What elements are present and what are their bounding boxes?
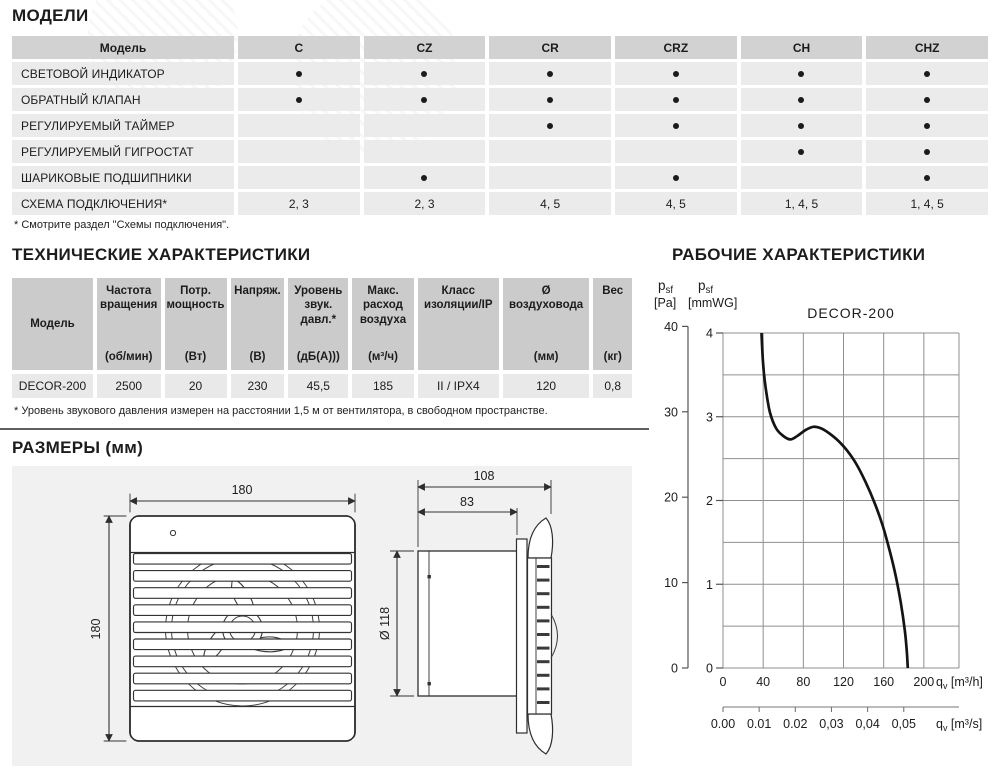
tech-header-cell: Макс. расход воздуха (м³/ч) <box>352 278 414 370</box>
feature-dot <box>296 97 302 103</box>
dimensions-drawing <box>12 466 632 766</box>
tech-header-cell: Класс изоляции/IP <box>418 278 499 370</box>
x-tick-label: 0 <box>719 675 727 689</box>
models-cell <box>489 140 611 163</box>
dimension-label-duct-diameter: Ø 118 <box>378 606 392 641</box>
feature-dot <box>924 149 930 155</box>
feature-dot <box>798 149 804 155</box>
feature-dot <box>673 123 679 129</box>
pa-tick-label: 20 <box>664 490 678 505</box>
pa-tick-label: 0 <box>671 661 678 676</box>
models-cell <box>238 114 360 137</box>
models-cell: 1, 4, 5 <box>866 192 988 215</box>
models-cell <box>489 88 611 111</box>
x2-tick-label: 0,05 <box>891 717 916 731</box>
front-height-dimension <box>104 516 126 741</box>
feature-dot <box>296 71 302 77</box>
pressure-pa-axis-unit: [Pa] <box>654 296 677 310</box>
models-row-label: РЕГУЛИРУЕМЫЙ ГИГРОСТАТ <box>12 140 234 163</box>
tech-value-cell: 230 <box>231 374 285 398</box>
models-cell <box>364 88 486 111</box>
models-cell <box>489 114 611 137</box>
feature-dot <box>421 175 427 181</box>
x-tick-label: 200 <box>913 675 935 689</box>
pressure-mmwg-axis-unit: [mmWG] <box>688 296 738 310</box>
feature-dot <box>798 71 804 77</box>
pressure-pa-axis-label: $p_{sf}$ <box>658 278 674 296</box>
feature-dot <box>547 71 553 77</box>
models-cell <box>238 166 360 189</box>
tech-header-cell: Напряж. (В) <box>231 278 285 370</box>
x2-tick-label: 0.02 <box>783 717 808 731</box>
models-cell <box>615 140 737 163</box>
models-header-CZ: CZ <box>364 36 486 59</box>
models-table <box>12 36 988 215</box>
models-cell: 2, 3 <box>364 192 486 215</box>
pressure-mmwg-axis-label: $p_{sf}$ <box>698 278 714 296</box>
pa-tick-label: 30 <box>664 405 678 420</box>
x2-tick-label: 0,03 <box>819 717 844 731</box>
models-cell <box>615 88 737 111</box>
feature-dot <box>924 123 930 129</box>
models-cell <box>741 166 863 189</box>
x2-axis-label: $q_v$ [m³/s] <box>936 717 983 733</box>
louver-slats <box>134 554 352 701</box>
models-cell <box>489 166 611 189</box>
performance-chart <box>642 270 1000 756</box>
chart-title: DECOR-200 <box>807 305 895 321</box>
feature-dot <box>798 97 804 103</box>
models-footnote: * Смотрите раздел "Схемы подключения". <box>14 219 230 231</box>
tech-header-cell: Частота вращения (об/мин) <box>97 278 161 370</box>
models-row-label: СХЕМА ПОДКЛЮЧЕНИЯ* <box>12 192 234 215</box>
models-row-label: ОБРАТНЫЙ КЛАПАН <box>12 88 234 111</box>
x-tick-label: 40 <box>756 675 771 689</box>
dimension-label-side-duct-depth: 83 <box>460 495 474 509</box>
dimension-label-side-total-depth: 108 <box>473 469 495 483</box>
tech-header-cell: Уровень звук. давл.* (дБ(А))) <box>288 278 348 370</box>
x2-tick-label: 0.00 <box>710 717 736 731</box>
x-tick-label: 80 <box>796 675 811 689</box>
models-cell <box>866 62 988 85</box>
tech-value-cell: 20 <box>165 374 227 398</box>
pa-tick-label: 10 <box>664 576 678 591</box>
feature-dot <box>924 175 930 181</box>
models-header-C: C <box>238 36 360 59</box>
models-header-model: Модель <box>12 36 234 59</box>
models-cell <box>866 140 988 163</box>
feature-dot <box>673 175 679 181</box>
models-header-CRZ: CRZ <box>615 36 737 59</box>
fan-side-view <box>378 469 558 754</box>
mmwg-tick-label: 0 <box>706 661 713 676</box>
models-header-CR: CR <box>489 36 611 59</box>
models-cell <box>741 114 863 137</box>
x2-tick-label: 0.01 <box>746 717 772 731</box>
section-title-tech: ТЕХНИЧЕСКИЕ ХАРАКТЕРИСТИКИ <box>12 245 311 264</box>
models-cell <box>238 140 360 163</box>
performance-curve <box>761 326 908 668</box>
tech-value-cell: 185 <box>352 374 414 398</box>
models-cell <box>364 140 486 163</box>
models-row-label: ШАРИКОВЫЕ ПОДШИПНИКИ <box>12 166 234 189</box>
section-title-models: МОДЕЛИ <box>12 6 89 25</box>
duct-diameter-dimension <box>390 551 414 696</box>
feature-dot <box>421 71 427 77</box>
dimension-label-front-width: 180 <box>231 483 253 497</box>
section-title-dimensions: РАЗМЕРЫ (мм) <box>12 438 144 457</box>
tech-header-cell: Модель <box>12 278 93 370</box>
section-divider <box>0 428 649 430</box>
tech-header-cell: Ø воздуховода (мм) <box>503 278 590 370</box>
models-cell <box>615 114 737 137</box>
feature-dot <box>547 123 553 129</box>
tech-value-cell: 120 <box>503 374 590 398</box>
x-tick-label: 120 <box>833 675 854 689</box>
dimensions-panel <box>12 466 632 766</box>
models-cell <box>741 88 863 111</box>
feature-dot <box>673 71 679 77</box>
models-cell <box>364 166 486 189</box>
models-cell <box>238 88 360 111</box>
models-cell <box>615 166 737 189</box>
mmwg-tick-label: 2 <box>706 494 713 508</box>
x-tick-label: 160 <box>873 675 895 689</box>
models-cell <box>364 114 486 137</box>
tech-value-cell: II / IPX4 <box>418 374 499 398</box>
models-cell <box>741 140 863 163</box>
mmwg-tick-label: 3 <box>706 410 713 425</box>
x2-tick-label: 0,04 <box>855 717 880 731</box>
feature-dot <box>798 123 804 129</box>
models-cell <box>866 166 988 189</box>
models-cell <box>364 62 486 85</box>
models-cell <box>741 62 863 85</box>
models-cell: 4, 5 <box>489 192 611 215</box>
tech-header-cell: Потр. мощность (Вт) <box>165 278 227 370</box>
models-cell <box>489 62 611 85</box>
models-cell <box>866 114 988 137</box>
tech-value-cell: DECOR-200 <box>12 374 93 398</box>
tech-footnote: * Уровень звукового давления измерен на расстоянии 1,5 м от вентилятора, в свободном пространстве. <box>14 405 548 417</box>
models-cell: 2, 3 <box>238 192 360 215</box>
section-title-performance: РАБОЧИЕ ХАРАКТЕРИСТИКИ <box>672 245 926 264</box>
tech-value-cell: 45,5 <box>288 374 348 398</box>
models-row-label: СВЕТОВОЙ ИНДИКАТОР <box>12 62 234 85</box>
feature-dot <box>421 97 427 103</box>
feature-dot <box>673 97 679 103</box>
feature-dot <box>924 97 930 103</box>
tech-value-cell: 2500 <box>97 374 161 398</box>
tech-value-cell: 0,8 <box>593 374 632 398</box>
models-cell <box>866 88 988 111</box>
models-header-CHZ: CHZ <box>866 36 988 59</box>
models-cell: 4, 5 <box>615 192 737 215</box>
mmwg-tick-label: 4 <box>706 326 713 341</box>
x-axis-label: $q_v$ [m³/h] <box>936 675 983 691</box>
models-row-label: РЕГУЛИРУЕМЫЙ ТАЙМЕР <box>12 114 234 137</box>
feature-dot <box>924 71 930 77</box>
feature-dot <box>547 97 553 103</box>
dimension-label-front-height: 180 <box>89 618 103 640</box>
tech-table <box>12 278 632 398</box>
tech-header-cell: Вес (кг) <box>593 278 632 370</box>
pa-tick-label: 40 <box>664 319 678 334</box>
side-duct-depth-dimension <box>418 508 517 535</box>
mmwg-tick-label: 1 <box>706 577 713 592</box>
models-cell <box>238 62 360 85</box>
models-cell: 1, 4, 5 <box>741 192 863 215</box>
models-cell <box>615 62 737 85</box>
fan-front-view <box>89 483 355 741</box>
models-header-CH: CH <box>741 36 863 59</box>
